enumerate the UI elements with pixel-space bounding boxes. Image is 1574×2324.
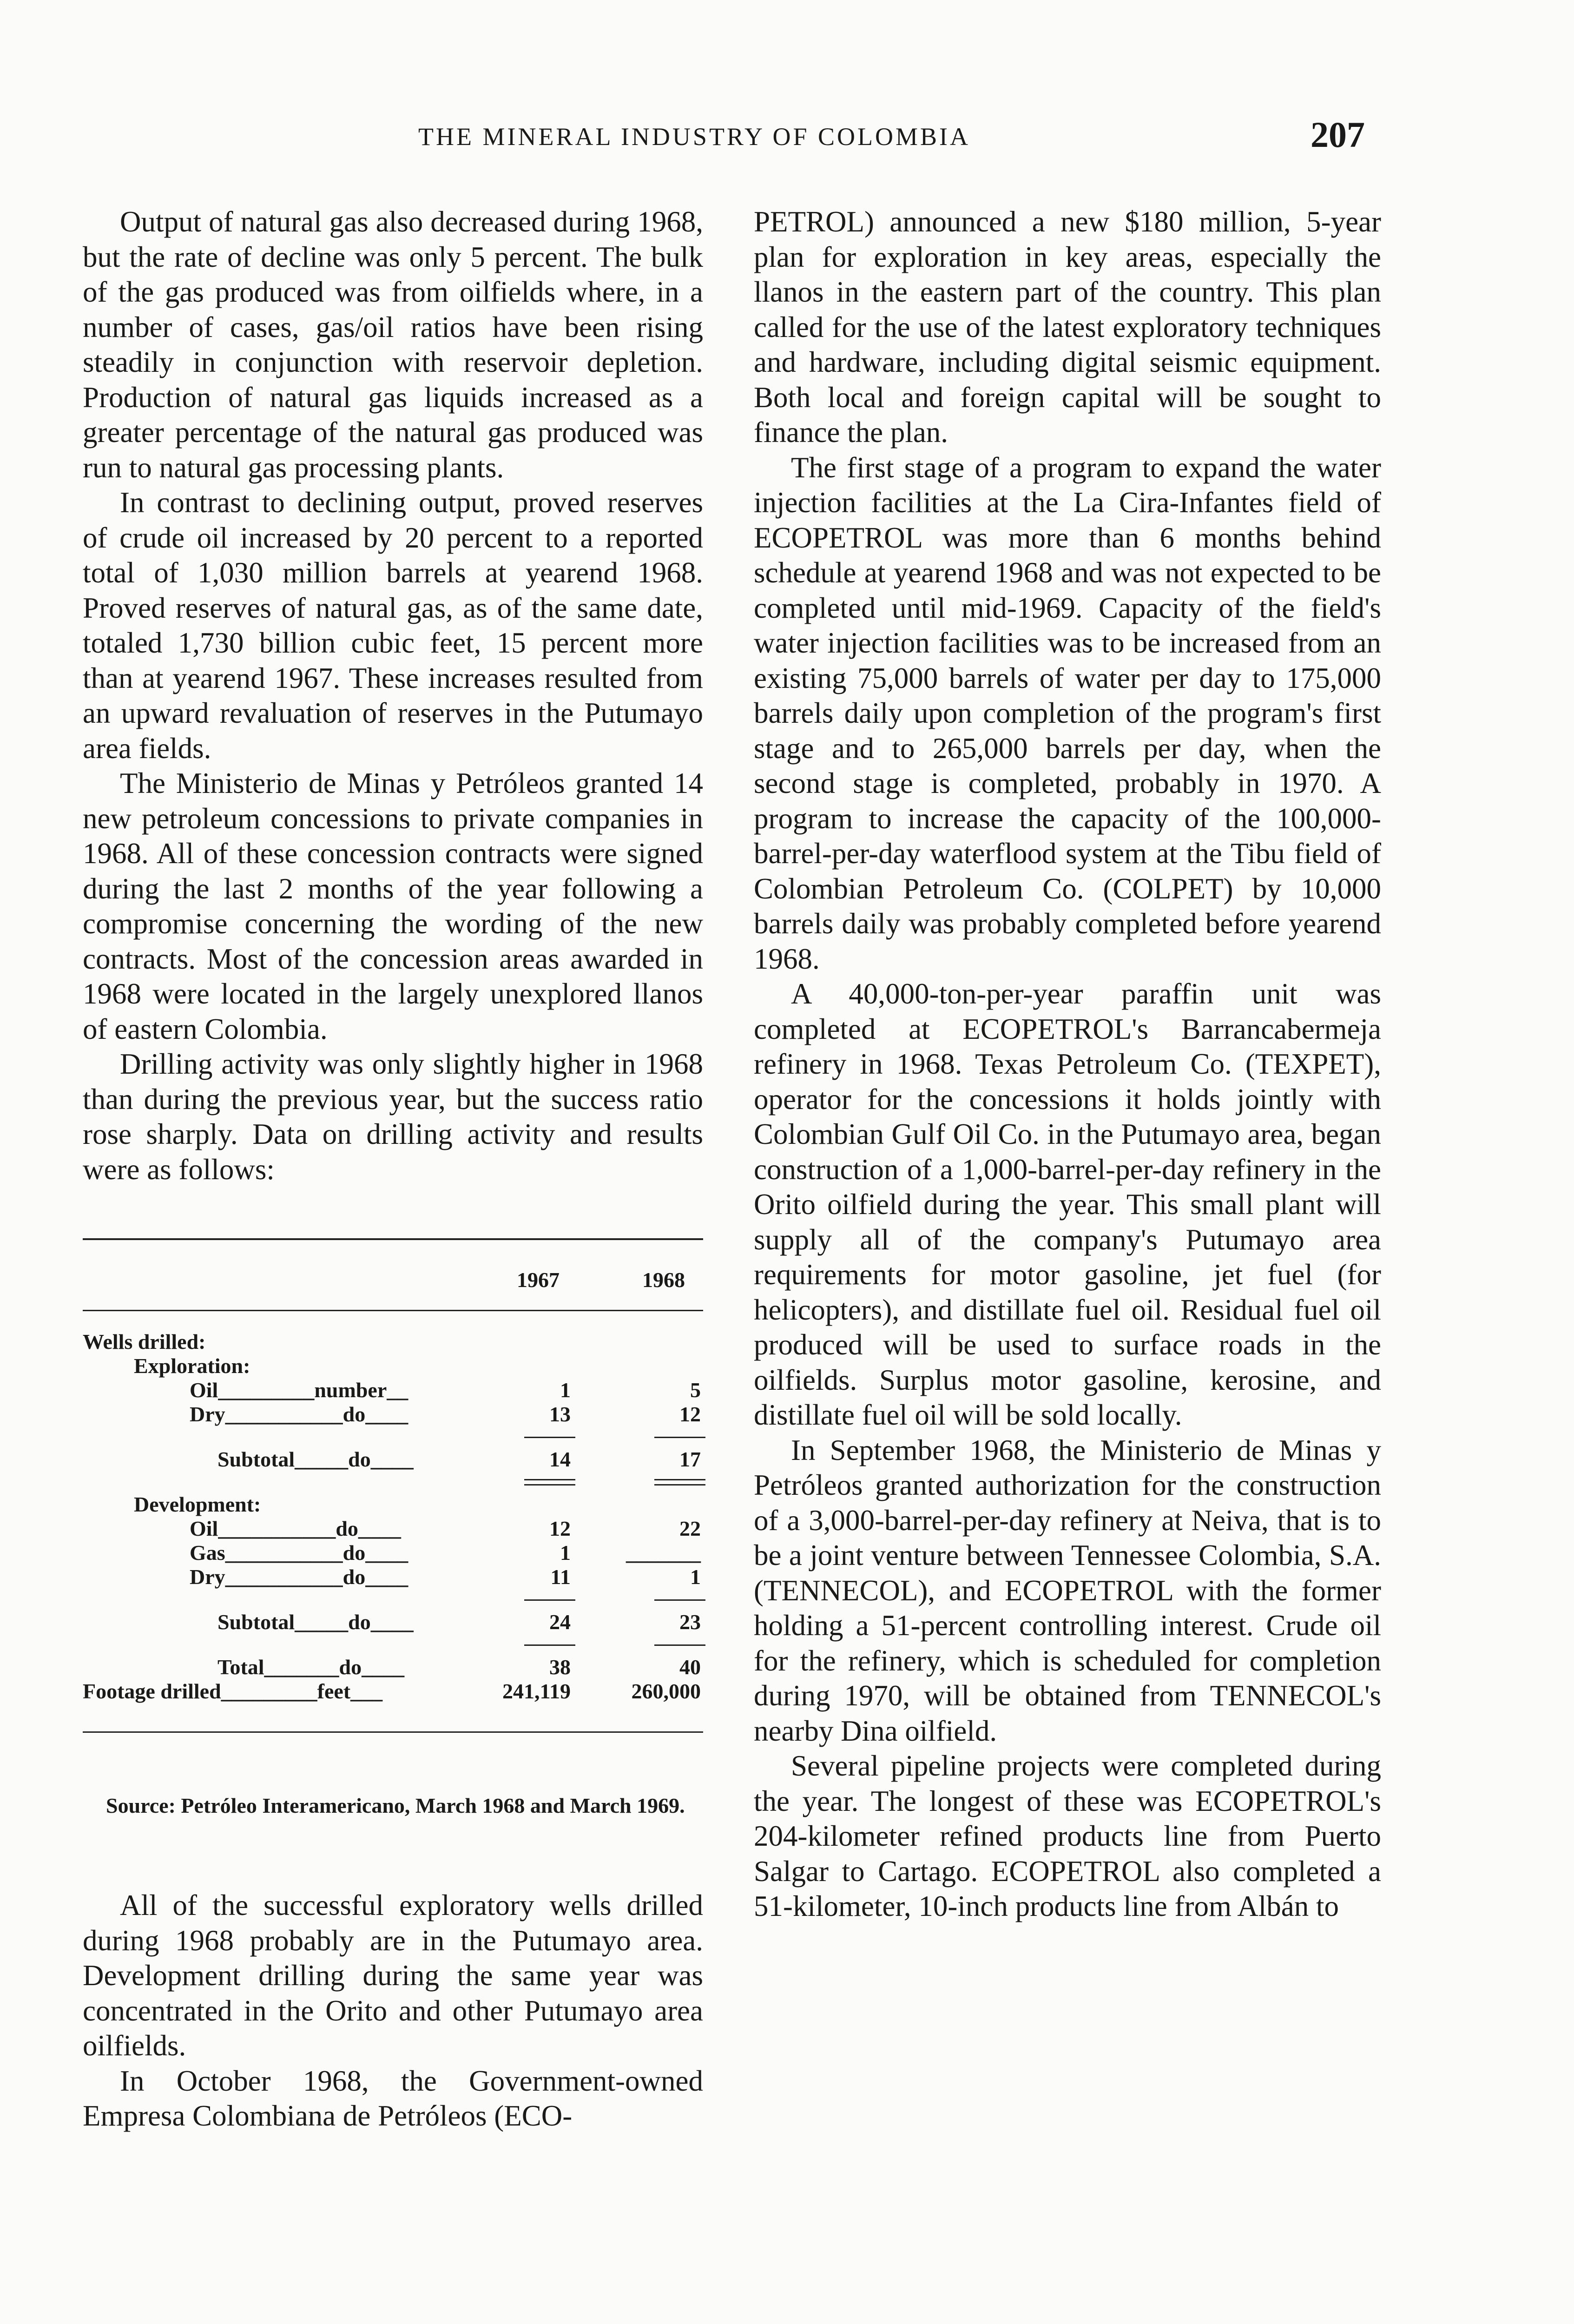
table-row (83, 1378, 703, 1402)
column-header-1967: 1967 (517, 1268, 560, 1292)
drilling-table (83, 1238, 703, 1818)
table-row (83, 1610, 703, 1634)
sum-rule (654, 1644, 705, 1646)
row-label: Wells drilled: (83, 1330, 206, 1353)
cell-1967: 13 (549, 1402, 571, 1426)
cell-1968: _______ (626, 1541, 701, 1565)
row-label: Subtotal_____do____ (217, 1610, 414, 1634)
sum-rule (524, 1599, 575, 1601)
column-header-1968: 1968 (642, 1268, 685, 1292)
table-row (83, 1354, 703, 1378)
row-label: Oil_________number__ (190, 1378, 408, 1402)
cell-1968: 5 (690, 1378, 701, 1402)
table-row (83, 1492, 703, 1517)
page-number: 207 (1311, 114, 1365, 155)
cell-1968: 40 (679, 1655, 701, 1679)
paragraph: Drilling activity was only slightly higher in 1968 than during the previous year, but the success ratio rose sharply. Data on drilling activity and results were as follows: (83, 1048, 703, 1186)
sum-rule (524, 1437, 575, 1438)
row-label: Dry___________do____ (190, 1402, 408, 1426)
cell-1967: 14 (549, 1447, 571, 1471)
table-row (83, 1541, 703, 1565)
table-row (83, 1447, 703, 1472)
cell-1967: 12 (549, 1517, 571, 1540)
row-label: Total_______do____ (217, 1655, 405, 1679)
cell-1968: 22 (679, 1517, 701, 1540)
cell-1967: 11 (550, 1565, 571, 1589)
table-bottom-rule (83, 1731, 703, 1733)
paragraph: In October 1968, the Government-owned Empresa Colombiana de Petróleos (ECO- (83, 2064, 703, 2132)
cell-1968: 23 (679, 1610, 701, 1634)
cell-1968: 260,000 (631, 1679, 701, 1703)
paragraph: Output of natural gas also decreased during 1968, but the rate of decline was only 5 percent. The bulk of the gas produced was from oilfields where, in a number of cases, gas/oil ratios have been rising steadily in conjunction with reservoir depletion. Production of natural gas liquids increased as a greater percentage of the natural gas produced was run to natural gas processing plants. (83, 205, 703, 484)
table-header (83, 1240, 703, 1310)
sum-rule (654, 1437, 705, 1438)
cell-1968: 17 (679, 1447, 701, 1471)
page-header (0, 114, 1574, 170)
sum-rule (524, 1644, 575, 1646)
row-label: Exploration: (134, 1354, 250, 1378)
table-row (83, 1402, 703, 1426)
cell-1968: 12 (679, 1402, 701, 1426)
cell-1968: 1 (690, 1565, 701, 1589)
table-row (83, 1565, 703, 1589)
paragraph: A 40,000-ton-per-year paraffin unit was completed at ECOPETROL's Barrancabermeja refinery in 1968. Texas Petroleum Co. (TEXPET), operator for the concessions it holds jointly with Colombian Gulf Oil Co. in the Putumayo area, began construction of a 1,000-barrel-per-day refinery in the Orito oilfield during the year. This small plant will supply all of the company's Putumayo area requirements for motor gasoline, jet fuel (for helicopters), and distillate fuel oil. Residual fuel oil produced will be used to surface roads in the oilfields. Surplus motor gasoline, kerosine, and distillate fuel oil will be sold locally. (754, 977, 1381, 1431)
row-label: Dry___________do____ (190, 1565, 408, 1589)
table-row (83, 1679, 703, 1703)
double-rule (654, 1479, 705, 1486)
paragraph: In September 1968, the Ministerio de Minas y Petróleos granted authorization for the construction of a 3,000-barrel-per-day refinery at Neiva, that is to be a joint venture between Tennessee Colombia, S.A. (TENNECOL), and ECOPETROL with the former holding a 51-percent controlling interest. Crude oil for the refinery, which is scheduled for completion during 1970, will be obtained from TENNECOL's nearby Dina oilfield. (754, 1433, 1381, 1747)
right-column (754, 205, 1381, 1924)
table-source-note: Source: Petróleo Interamericano, March 1968 and March 1969. (106, 1794, 685, 1817)
table-row (83, 1330, 703, 1354)
paragraph: PETROL) announced a new $180 million, 5-year plan for exploration in key areas, especially the llanos in the eastern part of the country. This plan called for the use of the latest exploratory techniques and hardware, including digital seismic equipment. Both local and foreign capital will be sought to finance the plan. (754, 205, 1381, 449)
running-title: THE MINERAL INDUSTRY OF COLOMBIA (418, 123, 971, 151)
paragraph: The first stage of a program to expand the water injection facilities at the La Cira-Infantes field of ECOPETROL was more than 6 months behind schedule at yearend 1968 and was not expected to be completed until mid-1969. Capacity of the field's water injection facilities was to be increased from an existing 75,000 barrels of water per day to 175,000 barrels daily upon completion of the program's first stage and to 265,000 barrels per day, when the second stage is completed, probably in 1970. A program to increase the capacity of the 100,000-barrel-per-day waterflood system at the Tibu field of Colombian Petroleum Co. (COLPET) by 10,000 barrels daily was probably completed before yearend 1968. (754, 451, 1381, 975)
table-row (83, 1655, 703, 1679)
row-label: Subtotal_____do____ (217, 1447, 414, 1471)
row-label: Development: (134, 1492, 261, 1516)
sum-rule (654, 1599, 705, 1601)
row-label: Footage drilled_________feet___ (83, 1679, 383, 1703)
cell-1967: 241,119 (502, 1679, 571, 1703)
table-row (83, 1517, 703, 1541)
paragraph: All of the successful exploratory wells drilled during 1968 probably are in the Putumayo area. Development drilling during the same year was concentrated in the Orito and other Putumayo area oilfields. (83, 1889, 703, 2062)
cell-1967: 1 (560, 1541, 571, 1565)
cell-1967: 1 (560, 1378, 571, 1402)
row-label: Gas___________do____ (190, 1541, 408, 1565)
left-column (83, 205, 703, 2134)
paragraph: The Ministerio de Minas y Petróleos granted 14 new petroleum concessions to private companies in 1968. All of these concession contracts were signed during the last 2 months of the year following a compromise concerning the wording of the new contracts. Most of the concession areas awarded in 1968 were located in the largely unexplored llanos of eastern Colombia. (83, 767, 703, 1045)
double-rule (524, 1479, 575, 1486)
cell-1967: 24 (549, 1610, 571, 1634)
row-label: Oil___________do____ (190, 1517, 401, 1540)
paragraph: Several pipeline projects were completed during the year. The longest of these was ECOPETROL's 204-kilometer refined products line from Puerto Salgar to Cartago. ECOPETROL also completed a 51-kilometer, 10-inch products line from Albán to (754, 1750, 1381, 1922)
cell-1967: 38 (549, 1655, 571, 1679)
paragraph: In contrast to declining output, proved reserves of crude oil increased by 20 percent to a reported total of 1,030 million barrels at yearend 1968. Proved reserves of natural gas, as of the same date, totaled 1,730 billion cubic feet, 15 percent more than at yearend 1967. These increases resulted from an upward revaluation of reserves in the Putumayo area fields. (83, 486, 703, 765)
